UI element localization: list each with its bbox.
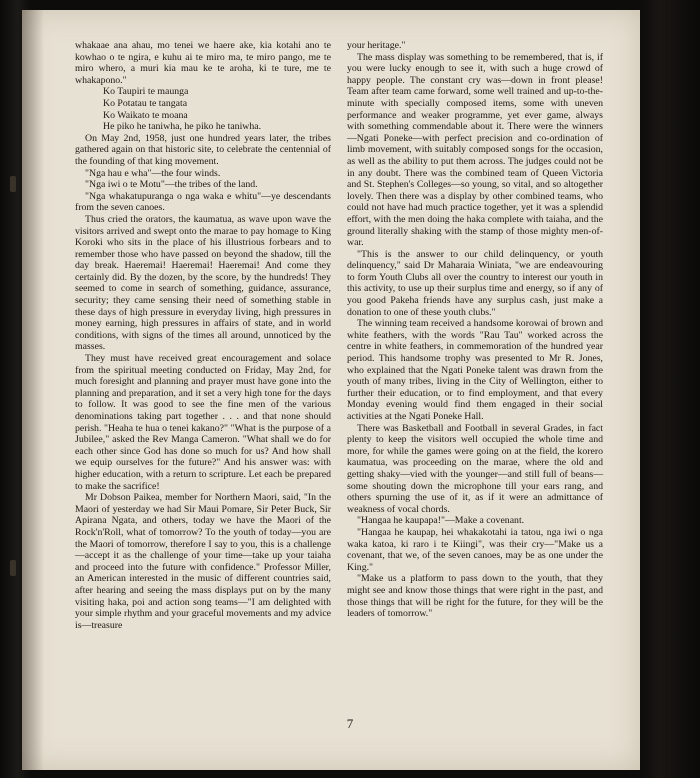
paragraph: The mass display was something to be remembered, that is, if you were lucky enough to see it, with such a huge crowd of happy people. The constant cry was—down in front please! Team after team came forward, some well trained and up-to-the-minute with specially composed items, some with uneven performance and weaker programme, yet ever game, always with something commendable about it. There were the winners—Ngati Poneke—with perfect precision and co-ordination of limb movement, with suitably composed songs for the occasion, as well as the ability to put them across. The judges could not be in any doubt. There was the combined team of Queen Victoria and St. Stephen's Colleges—so young, so vital, and so altogether lovely. Then there was a display by other combined teams, who could not have had much practice together, yet it was a splendid effort, with the men doing the haka complete with taiaha, and the ground literally shaking with the stamp of those mighty men-of-war. [347,51,603,249]
paragraph: Thus cried the orators, the kaumatua, as wave upon wave the visitors arrived and swept onto the marae to pay homage to King Koroki who sits in the place of his illustrious forbears and to remember those who have passed on beyond the shadow, till the day break. Haeremai! Haeremai! Haeremai! And come they certainly did. By the dozen, by the score, by the hundreds! They seemed to come in search of something, guidance, assurance, security; they came sensing their need of something stable in these days of high pressure in everyday living, high pressures in money earning, high pressures in affairs of state, and in world conditions, with signs of the times all around, unnoticed by the masses. [75,213,331,353]
paragraph: "Make us a platform to pass down to the youth, that they might see and know those things that were right in the past, and those things that will be right for the future, for they will be the leaders of tomorrow." [347,573,603,620]
binding-staple-icon [10,176,16,192]
paragraph: They must have received great encouragement and solace from the spiritual meeting conducted on Friday, May 2nd, for much foresight and planning and prayer must have gone into the planning and preparation, and it set a very high tone for the days to follow. It was good to see the fine men of the various denominations taking part together . . . and that none should perish. "Heaha te hua o tenei kakano?" "What is the purpose of a Jubilee," asked the Rev Manga Cameron. "What shall we do for each other since God has done so much for us? And how shall we equip ourselves for the future?" And his answer was: with higher education, with a return to scripture. Let each be prepared to make the sacrifice! [75,353,331,492]
paragraph: "Nga whakatupuranga o nga waka e whitu"—ye descendants from the seven canoes. [75,190,331,214]
paragraph: "Hangaa he kaupapa!"—Make a covenant. [357,515,525,527]
binding-staple-icon [10,560,16,576]
page-number: 7 [346,716,354,731]
verse-line: He piko he taniwha, he piko he taniwha. [103,121,262,133]
verse-line: Ko Taupiri te maunga [103,86,189,98]
paragraph: Mr Dobson Paikea, member for Northern Maori, said, "In the Maori of yesterday we had Sir Maui Pomare, Sir Peter Buck, Sir Apirana Ngata, and others, today we have the Maori of the Rock'n'Roll, what of tomorrow? To the youth of today—you are the Maori of tomorrow, therefore I say to you, this is a challenge—accept it as the challenge of your time—take up your taiaha and proceed into the future with confidence." Professor Miller, an American interested in the music of different countries said, after hearing and seeing the mass displays put on by the many visiting haka, poi and action song teams—"I am delighted with your simple rhythm and your graceful movements and my advice is—treasure [75,492,332,631]
verse-line: Ko Potatau te tangata [103,97,188,109]
right-text-column [347,40,603,620]
paragraph: your heritage." [347,40,406,51]
binding-gutter [22,10,44,770]
paragraph: "Nga iwi o te Motu"—the tribes of the land. [85,179,258,191]
paragraph: "Hangaa he kaupap, hei whakakotahi ia tatou, nga iwi o nga waka katoa, ki raro i te Kiingi", was their cry—"Make us a covenant, that we, of the seven canoes, may be as one under the King." [347,526,603,573]
paragraph: On May 2nd, 1958, just one hundred years later, the tribes gathered again on that historic site, to celebrate the centennial of the founding of that king movement. [75,132,331,167]
verse-line: Ko Waikato te moana [103,109,188,121]
paragraph: The winning team received a handsome korowai of brown and white feathers, with the words "Rau Tau" worked across the centre in white feathers, in commemoration of the hundred year period. This handsome trophy was presented to Mr R. Jones, who explained that the Ngati Poneke talent was drawn from the youth of many tribes, living in the City of Wellington, either to further their education, or to find employment, and that every Monday evening would find them engaged in their social activities at the Ngati Poneke Hall. [347,318,603,422]
paragraph: "This is the answer to our child delinquency, or youth delinquency," said Dr Maharaia Winiata, "we are endeavouring to form Youth Clubs all over the country to interest our youth in this activity, to use up their surplus time and energy, so if any of you good Pakeha friends have any surplus cash, just make a donation to one of these youth clubs." [347,248,603,318]
left-text-column [75,40,331,631]
paragraph: whakaae ana ahau, mo tenei we haere ake, kia kotahi ano te kowhao o te ngira, e kuhu ai te miro ma, te miro pango, me te miro whero, a muri kia mau ke te aroha, ki te ture, me te whakapono." [75,40,331,86]
paragraph: "Nga hau e wha"—the four winds. [85,167,221,179]
paragraph: There was Basketball and Football in several Grades, in fact plenty to keep the visitors well occupied the whole time and more, for while the games were going on at the field, the korero kaumatua, was proceeding on the marae, where the old and getting shaky—vied with the younger—and still full of beans—some shouting down the microphone till your ears rang, and others spurning the use of it, as if it were an admittance of weakness of vocal chords. [347,422,603,515]
